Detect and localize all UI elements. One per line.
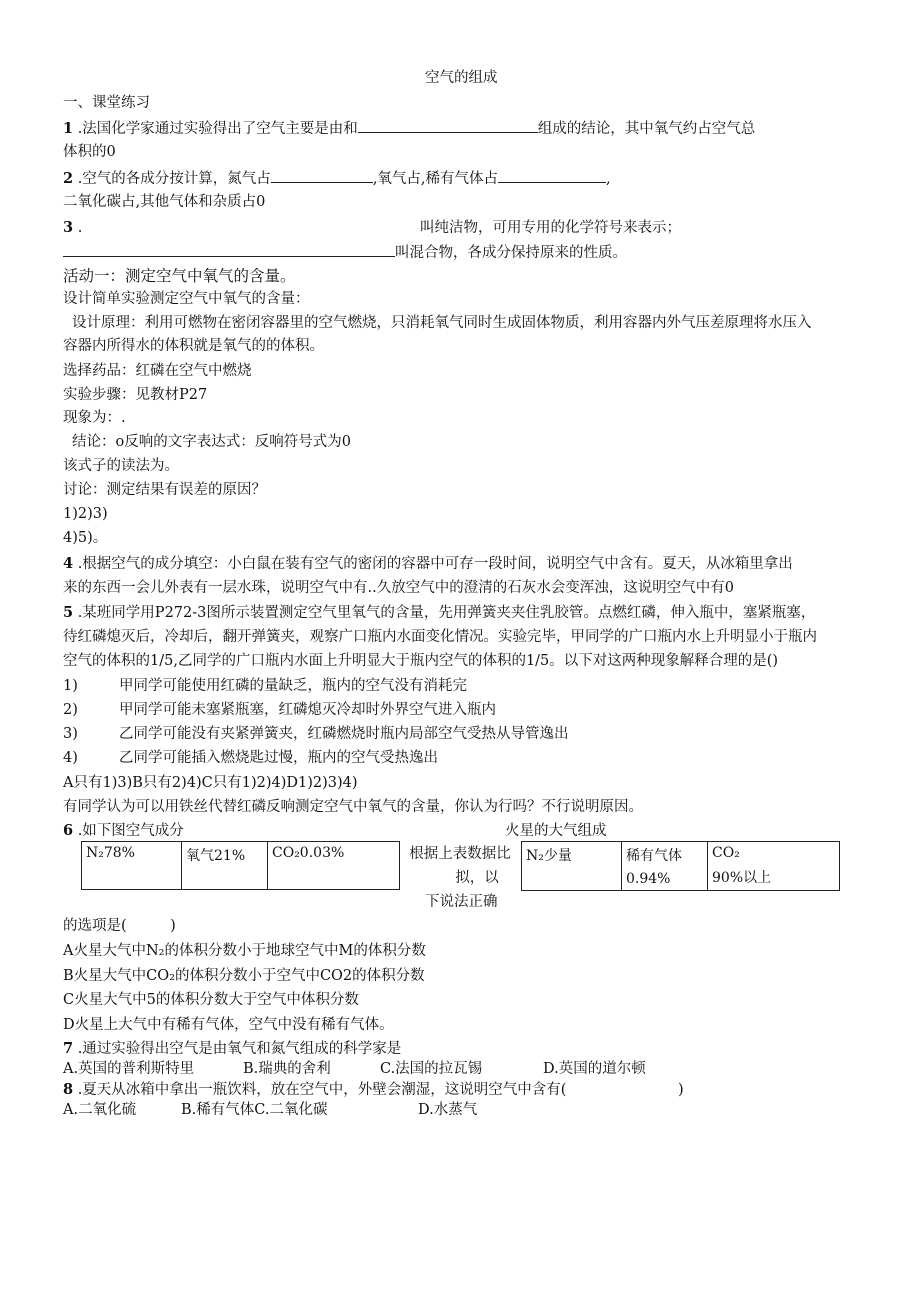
option-c: C.法国的拉瓦锡 (380, 1061, 483, 1077)
earth-co2-cell: CO₂0.03% (268, 842, 400, 890)
earth-n2-cell: N₂78% (82, 842, 182, 890)
answer-blank (271, 168, 373, 183)
question-number: 8 (63, 1081, 74, 1098)
option-2 (63, 700, 496, 720)
question-number: 2 (63, 170, 74, 187)
question-2-cont: 二氧化碳占,其他气体和杂质占0 (63, 194, 266, 210)
option-text: 乙同学可能没有夹紧弹簧夹，红磷燃烧时瓶内局部空气受热从导管逸出 (119, 726, 569, 742)
discussion-items: 1)2)3) (63, 506, 108, 522)
question-text: .根据空气的成分填空：小白鼠在装有空气的密闭的容器中可存一段时间，说明空气中含有。夏天，从冰箱里拿出 (77, 556, 793, 572)
question-3-cont (63, 242, 627, 263)
question-4 (63, 554, 793, 574)
mars-rare-value: 0.94% (626, 871, 671, 887)
activity-title: 活动一：测定空气中氧气的含量。 (63, 267, 296, 285)
option-d: D火星上大气中有稀有气体，空气中没有稀有气体。 (63, 1017, 394, 1033)
question-5-cont: 待红磷熄灭后，冷却后，翻开弹簧夹，观察广口瓶内水面变化情况。实验完毕，甲同学的广口瓶内水上升明显小于瓶内 (63, 629, 817, 645)
table-middle-text-2: 下说法正确 (425, 894, 498, 910)
question-3-text: 叫纯洁物，可用专用的化学符号来表示； (420, 220, 681, 236)
question-5 (63, 603, 815, 623)
question-text: .某班同学用P272-3图所示装置测定空气里氧气的含量，先用弹簧夹夹住乳胶管。点燃红磷，伸入瓶中，塞紧瓶塞， (77, 605, 816, 621)
page-title: 空气的组成 (425, 70, 498, 86)
question-number: 4 (63, 555, 74, 572)
question-8 (63, 1080, 566, 1100)
answer-blank (358, 118, 538, 133)
question-1 (63, 118, 755, 139)
option-a: A.二氧化硫 (63, 1102, 137, 1118)
question-3 (63, 218, 82, 238)
question-number: 3 (63, 219, 74, 236)
activity-conclusion: 结论：o反响的文字表达式：反响符号式为0 (72, 434, 351, 450)
option-text: 甲同学可能使用红磷的量缺乏，瓶内的空气没有消耗完 (119, 678, 467, 694)
question-number: 5 (63, 604, 74, 621)
question-text: . (77, 220, 83, 236)
section-heading: 一、课堂练习 (63, 95, 150, 111)
answer-blank (63, 242, 395, 257)
activity-design: 设计简单实验测定空气中氧气的含量： (63, 291, 310, 307)
option-a: A.英国的普利斯特里 (63, 1061, 195, 1077)
middle-line: 根据上表数据比 (409, 846, 511, 862)
question-4-cont: 来的东西一会儿外表有一层水珠，说明空气中有..久放空气中的澄清的石灰水会变浑浊，这说明空气中有0 (63, 580, 734, 596)
option-number: 1) (63, 678, 78, 694)
question-text: .夏天从冰箱中拿出一瓶饮料，放在空气中，外壁会潮湿，这说明空气中含有( (77, 1082, 567, 1098)
question-number: 1 (63, 120, 74, 137)
option-b: B火星大气中CO₂的体积分数小于空气中CO2的体积分数 (63, 968, 425, 984)
mars-air-table (521, 841, 840, 891)
question-text: 叫混合物，各成分保持原来的性质。 (395, 245, 627, 261)
answer-paren-close: ) (678, 1082, 684, 1098)
question-text: .通过实验得出空气是由氧气和氮气组成的科学家是 (77, 1041, 402, 1057)
option-3 (63, 724, 569, 744)
table-middle-text (400, 842, 520, 890)
option-number: 4) (63, 750, 78, 766)
question-5-extra: 有同学认为可以用铁丝代替红磷反响测定空气中氧气的含量，你认为行吗？不行说明原因。 (63, 799, 643, 815)
option-1 (63, 676, 467, 696)
answer-blank (498, 168, 606, 183)
question-number: 6 (63, 822, 74, 839)
mars-n2-cell: N₂少量 (522, 842, 622, 891)
mars-table-title: 火星的大气组成 (505, 823, 607, 839)
mars-co2-cell (708, 842, 840, 891)
earth-air-table (81, 841, 400, 890)
activity-principle-cont: 容器内所得水的体积就是氧气的的体积。 (63, 338, 324, 354)
question-text: 组成的结论，其中氧气约占空气总 (537, 121, 756, 137)
question-text: .空气的各成分按计算，氮气占 (77, 171, 271, 187)
activity-reagent: 选择药品：红磷在空气中燃烧 (63, 363, 252, 379)
option-a: A火星大气中N₂的体积分数小于地球空气中M的体积分数 (63, 943, 426, 959)
mars-rare-cell (622, 842, 708, 891)
option-d: D.英国的道尔顿 (543, 1061, 646, 1077)
activity-phenomenon: 现象为：. (63, 410, 126, 426)
option-b: B.瑞典的舍利 (243, 1061, 331, 1077)
question-6 (63, 821, 184, 841)
question-5-cont: 空气的体积的1/5,乙同学的广口瓶内水面上升明显大于瓶内空气的体积的1/5。以下对这两种现象解释合理的是() (63, 653, 779, 669)
activity-reading: 该式子的读法为。 (63, 458, 179, 474)
activity-steps: 实验步骤：见教材P27 (63, 387, 208, 403)
question-6-prompt: 的选项是( ) (63, 918, 176, 934)
earth-o2-cell: 氧气21% (182, 842, 268, 890)
option-4 (63, 748, 438, 768)
discussion-items: 4)5)。 (63, 530, 108, 546)
mars-co2-value: 90%以上 (712, 870, 772, 886)
question-2 (63, 168, 611, 189)
option-bc: B.稀有气体C.二氧化碳 (181, 1102, 328, 1118)
mars-rare-label: 稀有气体 (626, 848, 682, 864)
option-number: 3) (63, 726, 78, 742)
mars-co2-label: CO₂ (712, 845, 740, 861)
option-number: 2) (63, 702, 78, 718)
option-text: 乙同学可能插入燃烧匙过慢，瓶内的空气受热逸出 (119, 750, 438, 766)
question-text: ,氧气占,稀有气体占 (372, 171, 499, 187)
answer-choices: A只有1)3)B只有2)4)C只有1)2)4)D1)2)3)4) (63, 775, 358, 791)
activity-discussion: 讨论：测定结果有误差的原因？ (63, 482, 266, 498)
question-number: 7 (63, 1040, 74, 1057)
option-d: D.水蒸气 (418, 1102, 478, 1118)
question-text: .法国化学家通过实验得出了空气主要是由和 (77, 121, 358, 137)
option-c: C火星大气中5的体积分数大于空气中体积分数 (63, 992, 359, 1008)
activity-principle: 设计原理：利用可燃物在密闭容器里的空气燃烧，只消耗氧气同时生成固体物质，利用容器内外气压差原理将水压入 (72, 315, 812, 331)
question-text: .如下图空气成分 (77, 823, 184, 839)
option-text: 甲同学可能未塞紧瓶塞，红磷熄灭冷却时外界空气进入瓶内 (119, 702, 496, 718)
middle-line: 拟，以 (455, 870, 499, 886)
question-7 (63, 1039, 401, 1059)
question-1-cont: 体积的0 (63, 144, 116, 160)
question-text: , (606, 171, 611, 187)
